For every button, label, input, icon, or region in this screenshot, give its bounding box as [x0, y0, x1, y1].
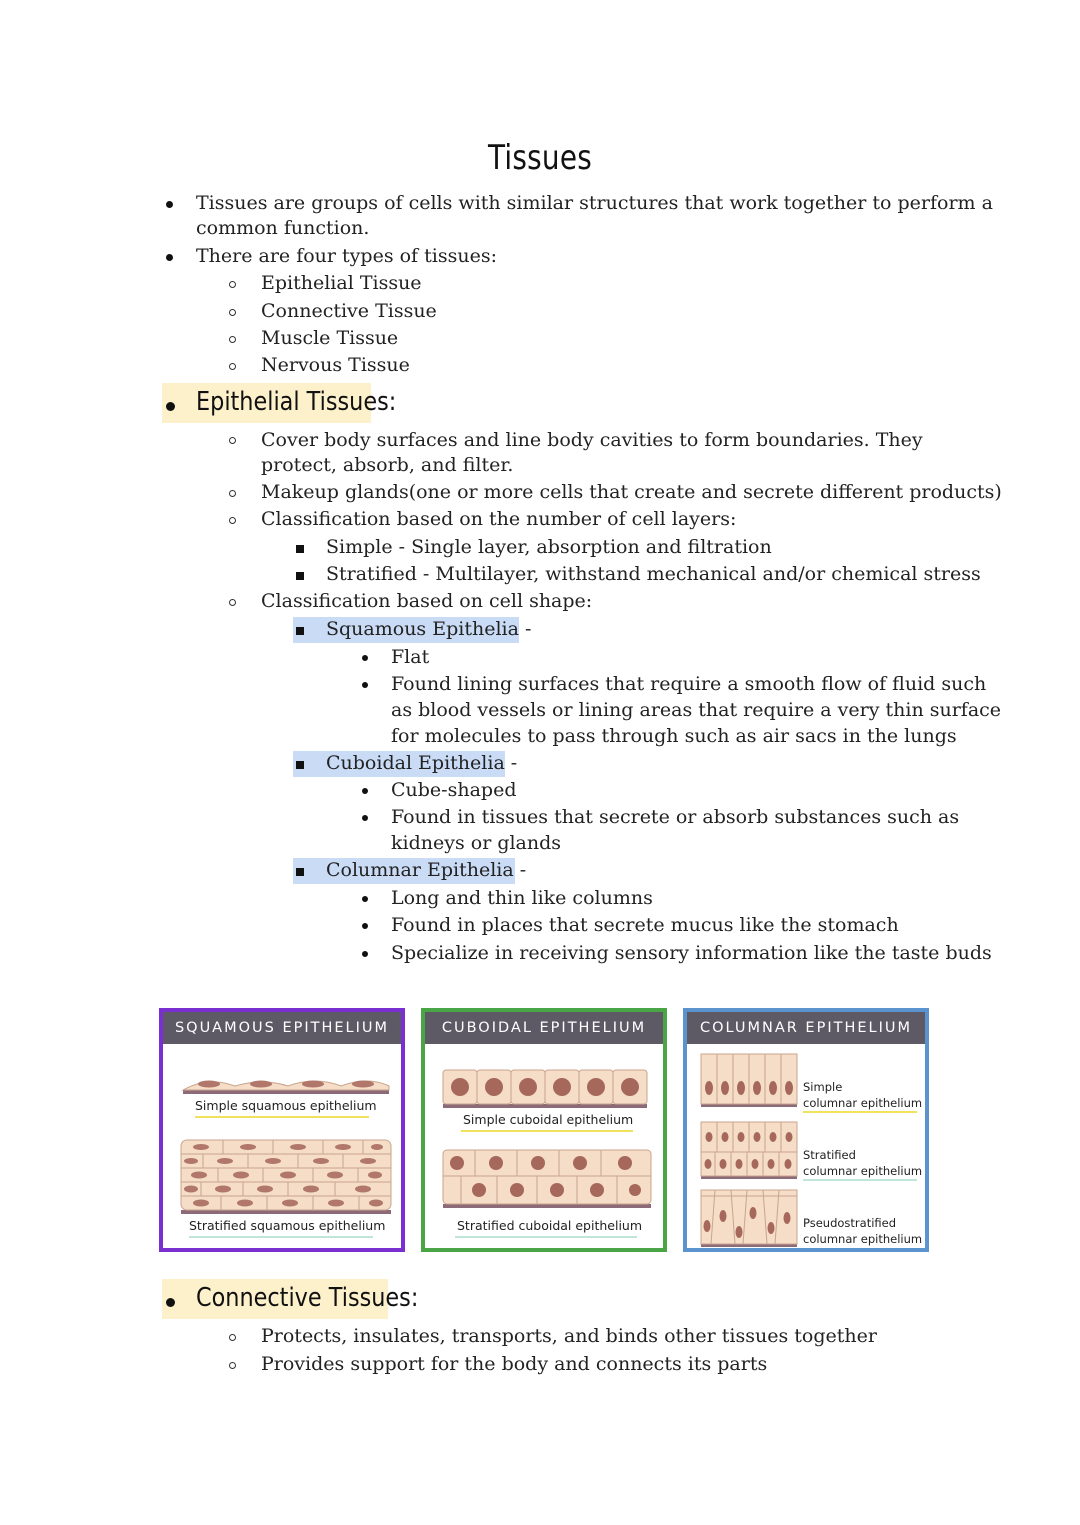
intro-bullet-1-line-2: common function. — [196, 217, 370, 239]
squamous-lining-line-3: for molecules to pass through such as air sacs in the lungs — [391, 725, 957, 747]
epithelial-item-1-line-1: Cover body surfaces and line body cavities to form boundaries. They — [261, 429, 923, 451]
panel-header: SQUAMOUS EPITHELIUM — [163, 1012, 401, 1044]
square-bullet-icon — [296, 627, 304, 635]
square-bullet-icon — [296, 761, 304, 769]
cuboidal-label: Cuboidal Epithelia - — [326, 752, 518, 774]
hollow-bullet-icon — [229, 599, 236, 606]
epithelial-item-2: Makeup glands(one or more cells that create and secrete different products) — [261, 481, 1002, 503]
connective-heading: Connective Tissues: — [196, 1283, 419, 1313]
square-bullet-icon — [296, 572, 304, 580]
stratified-cuboidal-caption: Stratified cuboidal epithelium — [457, 1218, 643, 1233]
caption-underline — [189, 1236, 373, 1238]
caption-underline — [803, 1111, 917, 1113]
caption-underline — [461, 1130, 633, 1132]
bullet-icon — [362, 788, 368, 794]
pseudostratified-caption-line-1: Pseudostratified — [803, 1216, 897, 1230]
bullet-icon — [362, 815, 368, 821]
simple-columnar-caption-line-2: columnar epithelium — [803, 1096, 923, 1110]
hollow-bullet-icon — [229, 336, 236, 343]
columnar-point-2: Found in places that secrete mucus like the stomach — [391, 914, 899, 936]
squamous-point-flat: Flat — [391, 646, 430, 668]
columnar-point-1: Long and thin like columns — [391, 887, 653, 909]
stratified-columnar-caption-line-1: Stratified — [803, 1148, 856, 1162]
square-bullet-icon — [296, 545, 304, 553]
bullet-icon — [166, 1298, 175, 1307]
squamous-lining-line-2: as blood vessels or lining areas that require a very thin surface — [391, 699, 1002, 721]
cuboidal-point-2-line-1: Found in tissues that secrete or absorb substances such as — [391, 806, 960, 828]
bullet-icon — [362, 682, 368, 688]
bullet-icon — [166, 201, 173, 208]
hollow-bullet-icon — [229, 281, 236, 288]
cuboidal-point-2-line-2: kidneys or glands — [391, 832, 562, 854]
page-title: Tissues — [487, 138, 593, 178]
squamous-lining-line-1: Found lining surfaces that require a smooth flow of fluid such — [391, 673, 987, 695]
tissue-type-item: Epithelial Tissue — [261, 272, 422, 294]
panel-header: CUBOIDAL EPITHELIUM — [425, 1012, 663, 1044]
epithelial-item-1-line-2: protect, absorb, and filter. — [261, 454, 514, 476]
bullet-icon — [362, 655, 368, 661]
bullet-icon — [166, 254, 173, 261]
squamous-label: Squamous Epithelia - — [326, 618, 532, 640]
hollow-bullet-icon — [229, 517, 236, 524]
stratified-columnar-caption-line-2: columnar epithelium — [803, 1164, 923, 1178]
hollow-bullet-icon — [229, 1334, 236, 1341]
columnar-point-3: Specialize in receiving sensory information like the taste buds — [391, 942, 992, 964]
bullet-icon — [166, 402, 175, 411]
panel-header: COLUMNAR EPITHELIUM — [687, 1012, 925, 1044]
layer-item-stratified: Stratified - Multilayer, withstand mechanical and/or chemical stress — [326, 563, 981, 585]
pseudostratified-caption-line-2: columnar epithelium — [803, 1232, 923, 1246]
stratified-squamous-caption: Stratified squamous epithelium — [189, 1218, 386, 1233]
hollow-bullet-icon — [229, 309, 236, 316]
simple-columnar-caption-line-1: Simple — [803, 1080, 843, 1094]
cuboidal-point-1: Cube-shaped — [391, 779, 517, 801]
tissue-type-item: Muscle Tissue — [261, 327, 399, 349]
square-bullet-icon — [296, 868, 304, 876]
columnar-label: Columnar Epithelia - — [326, 859, 527, 881]
intro-bullet-2: There are four types of tissues: — [196, 245, 497, 267]
simple-cuboidal-caption: Simple cuboidal epithelium — [463, 1112, 634, 1127]
bullet-icon — [362, 896, 368, 902]
connective-item-2: Provides support for the body and connects its parts — [261, 1353, 768, 1375]
epithelial-item-3: Classification based on the number of cell layers: — [261, 508, 737, 530]
columnar-epithelium-panel — [683, 1008, 929, 1252]
connective-item-1: Protects, insulates, transports, and binds other tissues together — [261, 1325, 877, 1347]
caption-underline — [803, 1179, 917, 1181]
squamous-epithelium-panel — [159, 1008, 405, 1252]
epithelial-item-4: Classification based on cell shape: — [261, 590, 593, 612]
tissue-type-item: Connective Tissue — [261, 300, 437, 322]
bullet-icon — [362, 951, 368, 957]
hollow-bullet-icon — [229, 490, 236, 497]
bullet-icon — [362, 923, 368, 929]
caption-underline — [455, 1236, 637, 1238]
intro-bullet-1-line-1: Tissues are groups of cells with similar structures that work together to perform a — [196, 192, 993, 214]
hollow-bullet-icon — [229, 363, 236, 370]
simple-squamous-caption: Simple squamous epithelium — [195, 1098, 377, 1113]
hollow-bullet-icon — [229, 437, 236, 444]
epithelial-heading: Epithelial Tissues: — [196, 387, 397, 417]
tissue-type-item: Nervous Tissue — [261, 354, 410, 376]
layer-item-simple: Simple - Single layer, absorption and filtration — [326, 536, 772, 558]
hollow-bullet-icon — [229, 1362, 236, 1369]
caption-underline — [195, 1116, 369, 1118]
cuboidal-epithelium-panel — [421, 1008, 667, 1252]
